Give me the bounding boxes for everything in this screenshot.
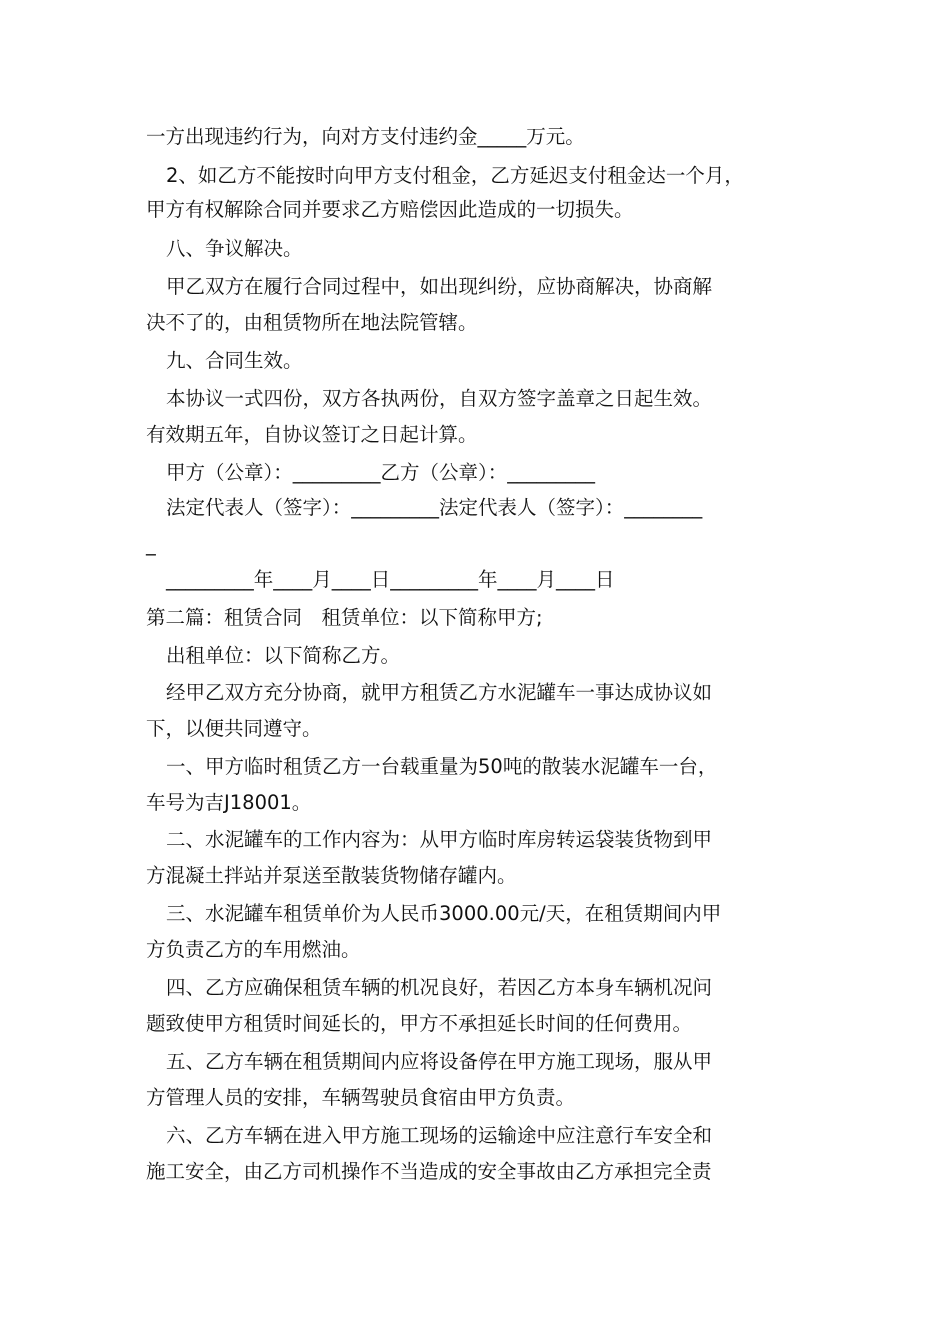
line-text: 二、水泥罐车的工作内容为：从甲方临时库房转运袋装货物到甲 — [166, 828, 713, 851]
line-text: 出租单位：以下简称乙方。 — [166, 644, 401, 667]
line-text: 方混凝土拌站并泵送至散装货物储存罐内。 — [146, 864, 517, 887]
text-line — [0, 344, 950, 378]
text-line — [0, 786, 950, 820]
text-line — [0, 193, 950, 227]
line-text: 五、乙方车辆在租赁期间内应将设备停在甲方施工现场，服从甲 — [166, 1050, 713, 1073]
text-line — [0, 933, 950, 967]
line-text: _________年____月____日_________年____月____日 — [166, 568, 615, 591]
text-line — [0, 270, 950, 304]
line-text: 第二篇：租赁合同 租赁单位：以下简称甲方; — [146, 606, 543, 629]
line-text: 下，以便共同遵守。 — [146, 717, 322, 740]
text-line — [0, 1155, 950, 1189]
line-text: 题致使甲方租赁时间延长的，甲方不承担延长时间的任何费用。 — [146, 1012, 693, 1035]
text-line — [0, 971, 950, 1005]
text-line — [0, 639, 950, 673]
line-text: 一、甲方临时租赁乙方一台载重量为50吨的散装水泥罐车一台， — [166, 755, 718, 778]
text-line — [0, 306, 950, 340]
text-line — [0, 601, 950, 635]
line-text: 甲方（公章）：_________乙方（公章）：_________ — [166, 461, 596, 484]
line-text: 三、水泥罐车租赁单价为人民币3000.00元/天，在租赁期间内甲 — [166, 902, 722, 925]
line-text: 法定代表人（签字）：_________法定代表人（签字）：________ — [166, 496, 703, 519]
line-text: 车号为吉J18001。 — [146, 791, 312, 814]
text-line — [0, 823, 950, 857]
line-text: 甲乙双方在履行合同过程中，如出现纠纷，应协商解决，协商解 — [166, 275, 713, 298]
line-text: 四、乙方应确保租赁车辆的机况良好，若因乙方本身车辆机况问 — [166, 976, 713, 999]
text-line — [0, 120, 950, 154]
line-text: 决不了的，由租赁物所在地法院管辖。 — [146, 311, 478, 334]
text-line — [0, 1119, 950, 1153]
text-line — [0, 676, 950, 710]
text-line — [0, 1081, 950, 1115]
line-text: _ — [146, 533, 156, 556]
text-line — [0, 1007, 950, 1041]
text-line — [0, 712, 950, 746]
line-text: 施工安全，由乙方司机操作不当造成的安全事故由乙方承担完全责 — [146, 1160, 712, 1183]
line-text: 方管理人员的安排，车辆驾驶员食宿由甲方负责。 — [146, 1086, 576, 1109]
line-text: 一方出现违约行为，向对方支付违约金_____万元。 — [146, 125, 585, 148]
text-line — [0, 456, 950, 490]
line-text: 本协议一式四份，双方各执两份，自双方签字盖章之日起生效。 — [166, 387, 713, 410]
line-text: 经甲乙双方充分协商，就甲方租赁乙方水泥罐车一事达成协议如 — [166, 681, 713, 704]
line-text: 六、乙方车辆在进入甲方施工现场的运输途中应注意行车安全和 — [166, 1124, 713, 1147]
line-text: 甲方有权解除合同并要求乙方赔偿因此造成的一切损失。 — [146, 198, 634, 221]
line-text: 方负责乙方的车用燃油。 — [146, 938, 361, 961]
text-line — [0, 232, 950, 266]
text-line — [0, 563, 950, 597]
text-line — [0, 897, 950, 931]
line-text: 有效期五年，自协议签订之日起计算。 — [146, 423, 478, 446]
line-text: 九、合同生效。 — [166, 349, 303, 372]
line-text: 八、争议解决。 — [166, 237, 303, 260]
text-line — [0, 382, 950, 416]
text-line — [0, 159, 950, 193]
line-text: 2、如乙方不能按时向甲方支付租金，乙方延迟支付租金达一个月， — [166, 164, 744, 187]
text-line — [0, 418, 950, 452]
text-line — [0, 859, 950, 893]
text-line — [0, 750, 950, 784]
text-line — [0, 1045, 950, 1079]
text-line — [0, 528, 950, 562]
text-line — [0, 491, 950, 525]
